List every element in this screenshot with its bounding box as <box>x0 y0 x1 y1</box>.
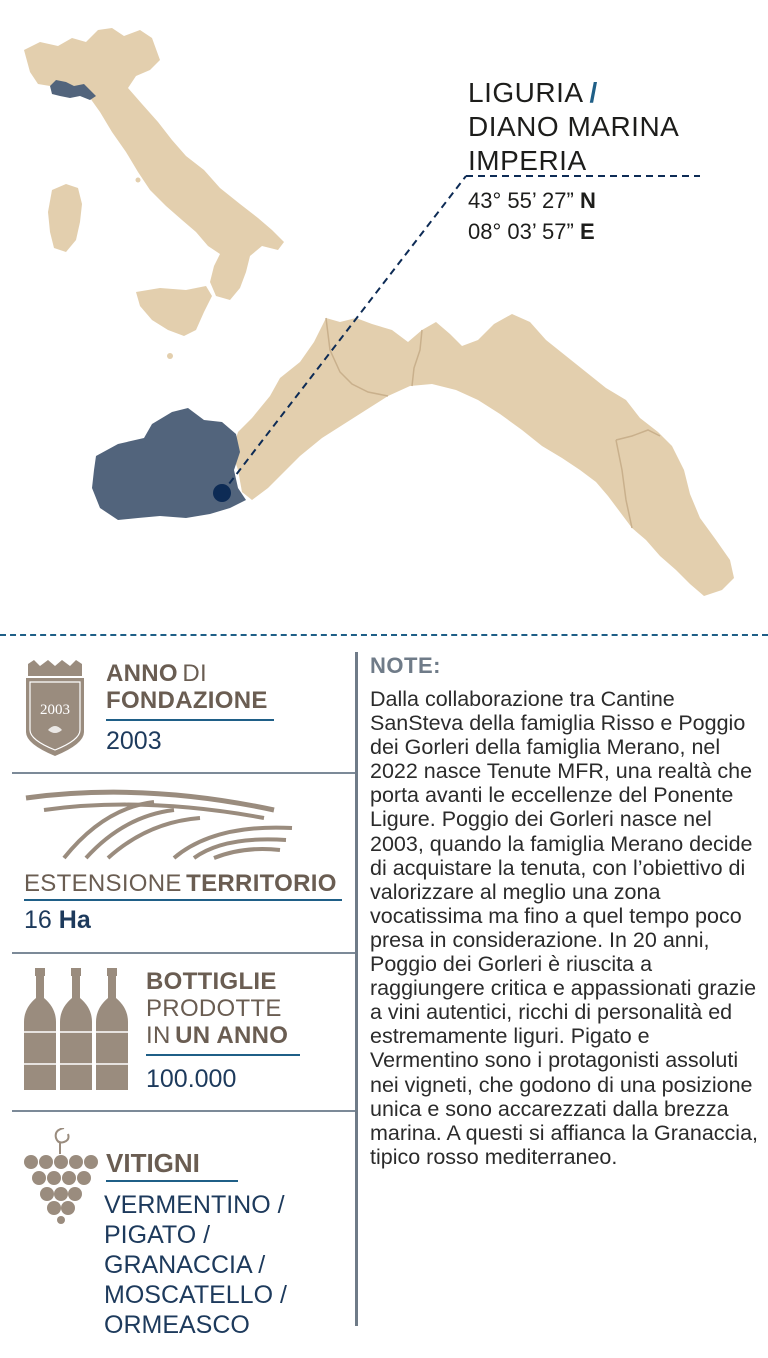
grape-variety: MOSCATELLO / <box>104 1281 287 1309</box>
latitude-value: 43° 55’ 27” <box>468 188 574 213</box>
fact-separator <box>12 772 356 774</box>
region-line <box>468 76 679 110</box>
grape-variety: VERMENTINO / <box>104 1191 285 1219</box>
grape-cluster-icon <box>24 1128 98 1224</box>
province-name: IMPERIA <box>468 145 587 176</box>
foundation-underline <box>106 719 274 721</box>
latitude-direction: N <box>579 188 596 213</box>
bottles-label-line3 <box>146 1022 288 1050</box>
fact-separator <box>12 1110 356 1112</box>
grape-variety: PIGATO / <box>104 1221 211 1249</box>
location-marker <box>213 484 231 502</box>
region-name: LIGURIA <box>468 77 584 108</box>
territory-value-number: 16 <box>24 906 52 934</box>
longitude <box>468 219 595 245</box>
foundation-label-line2: FONDAZIONE <box>106 687 268 714</box>
bottles-label-line1: BOTTIGLIE <box>146 968 277 995</box>
grape-variety: GRANACCIA / <box>104 1251 266 1279</box>
territory-label <box>24 870 337 898</box>
liguria-region-shape <box>232 314 734 596</box>
imperia-province-highlight <box>92 408 246 520</box>
bottles-label-line3-light: IN <box>146 1022 171 1049</box>
bottles-value: 100.000 <box>146 1065 237 1093</box>
grapes-label: VITIGNI <box>106 1148 200 1178</box>
bottles-label-line3-bold: UN ANNO <box>175 1022 289 1049</box>
longitude-value: 08° 03’ 57” <box>468 219 574 244</box>
region-slash: / <box>589 77 598 108</box>
longitude-direction: E <box>579 219 595 244</box>
notes-body: Dalla collaborazione tra Cantine SanSteva della famiglia Risso e Poggio dei Gorleri della famiglia Merano, nel 2022 nasce Tenute MFR, una realtà che porta avanti le eccellenze del Ponente Ligure. Poggio dei Gorleri nasce nel 2003, quando la famiglia Merano decide di acquistare la tenuta, con l’obiettivo di valorizzare al meglio una zona vocatissima ma fino a quel tempo poco presa in considerazione. In 20 anni, Poggio dei Gorleri è riuscita a raggiungere critica e appassionati grazie a vini autentici, ricchi di personalità ed estremamente liguri. Pigato e Vermentino sono i protagonisti assoluti nei vigneti, che godono di una posizione unica e sono accarezzati dalla brezza marina. A questi si affianca la Granaccia, tipico rosso mediterraneo. <box>370 687 759 1169</box>
foundation-label <box>106 660 207 688</box>
column-divider <box>355 652 358 1326</box>
island-shape <box>167 353 173 359</box>
crest-icon <box>24 660 86 756</box>
territory-label-bold: TERRITORIO <box>186 870 337 897</box>
italy-mainland-shape <box>24 28 284 300</box>
foundation-value: 2003 <box>106 727 162 755</box>
sicily-shape <box>136 286 212 336</box>
vineyard-hills-icon <box>24 788 294 862</box>
grape-varieties-list <box>104 1190 287 1340</box>
territory-value-unit: Ha <box>58 906 91 934</box>
wine-bottles-icon <box>24 968 128 1090</box>
town-name: DIANO MARINA <box>468 111 680 142</box>
fact-separator <box>12 952 356 954</box>
territory-label-light: ESTENSIONE <box>24 870 182 897</box>
latitude <box>468 188 596 214</box>
grapes-underline <box>106 1180 238 1182</box>
bottles-underline <box>146 1054 300 1056</box>
foundation-label-bold: ANNO <box>106 660 178 687</box>
map-area <box>0 0 768 630</box>
location-title <box>468 76 679 178</box>
section-divider <box>0 634 768 636</box>
sardinia-shape <box>48 184 82 252</box>
bottles-label-line2: PRODOTTE <box>146 995 282 1022</box>
territory-underline <box>24 899 342 901</box>
crest-year: 2003 <box>40 702 70 718</box>
island-shape <box>136 178 141 183</box>
grape-variety: ORMEASCO <box>104 1311 250 1339</box>
territory-value <box>24 905 91 935</box>
foundation-label-rest: DI <box>182 660 207 687</box>
notes-title: NOTE: <box>370 653 441 678</box>
